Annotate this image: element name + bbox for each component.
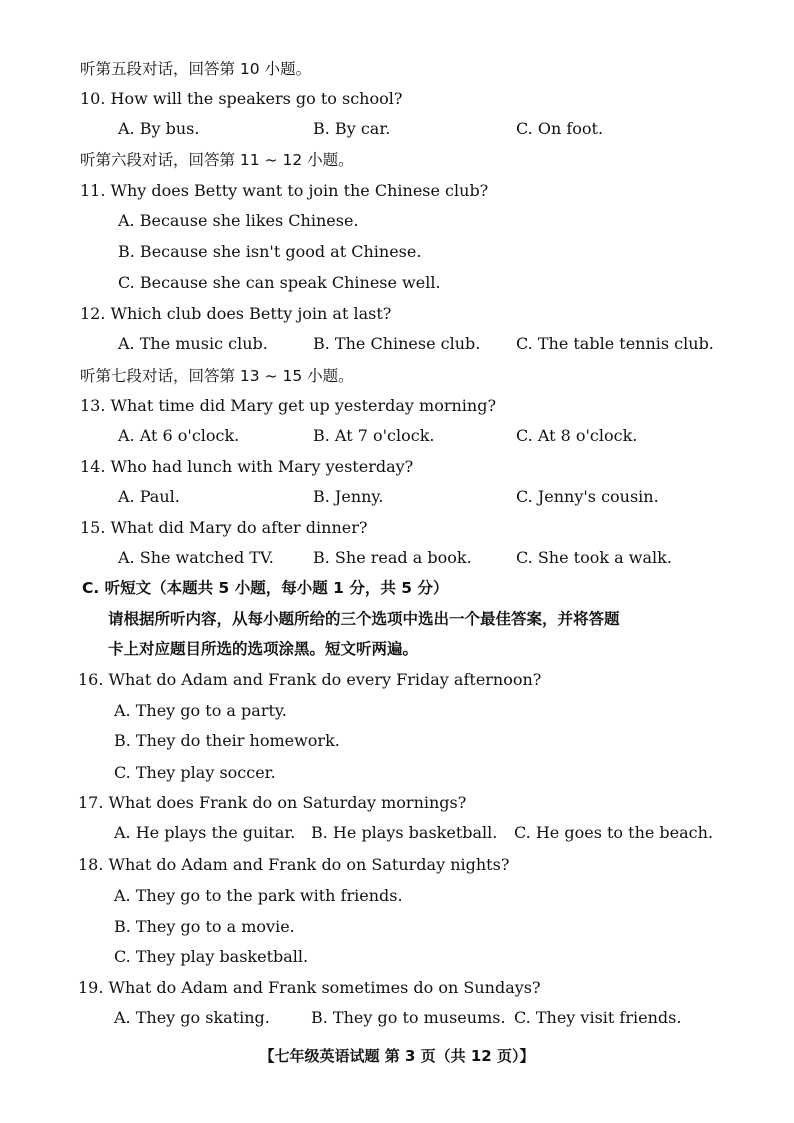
option-14-c: C. Jenny's cousin. — [516, 487, 659, 506]
dialogue-5-heading: 听第五段对话，回答第 10 小题。 — [80, 60, 312, 78]
question-17: 17. What does Frank do on Saturday mornings? — [78, 793, 467, 812]
option-16-a: A. They go to a party. — [114, 701, 287, 720]
option-17-b: B. He plays basketball. — [311, 823, 498, 842]
section-c-instructions-2: 卡上对应题目所选的选项涂黑。短文听两遍。 — [108, 640, 419, 658]
option-13-a: A. At 6 o'clock. — [118, 426, 240, 445]
question-11: 11. Why does Betty want to join the Chinese club? — [80, 181, 489, 200]
option-19-b: B. They go to museums. — [311, 1008, 506, 1027]
option-16-b: B. They do their homework. — [114, 731, 340, 750]
dialogue-6-heading: 听第六段对话，回答第 11 ~ 12 小题。 — [80, 151, 354, 169]
option-11-c: C. Because she can speak Chinese well. — [118, 273, 441, 292]
question-15: 15. What did Mary do after dinner? — [80, 518, 368, 537]
section-c-heading: C. 听短文（本题共 5 小题，每小题 1 分，共 5 分） — [82, 579, 449, 597]
option-14-b: B. Jenny. — [313, 487, 384, 506]
option-12-a: A. The music club. — [118, 334, 268, 353]
question-19: 19. What do Adam and Frank sometimes do on Sundays? — [78, 978, 541, 997]
option-16-c: C. They play soccer. — [114, 763, 276, 782]
option-13-b: B. At 7 o'clock. — [313, 426, 435, 445]
section-c-instructions-1: 请根据所听内容，从每小题所给的三个选项中选出一个最佳答案，并将答题 — [108, 610, 620, 628]
option-15-a: A. She watched TV. — [118, 548, 274, 567]
option-15-c: C. She took a walk. — [516, 548, 672, 567]
option-13-c: C. At 8 o'clock. — [516, 426, 638, 445]
option-15-b: B. She read a book. — [313, 548, 472, 567]
option-14-a: A. Paul. — [118, 487, 180, 506]
question-14: 14. Who had lunch with Mary yesterday? — [80, 457, 414, 476]
option-10-a: A. By bus. — [118, 119, 200, 138]
option-17-a: A. He plays the guitar. — [114, 823, 296, 842]
option-18-b: B. They go to a movie. — [114, 917, 295, 936]
question-13: 13. What time did Mary get up yesterday morning? — [80, 396, 497, 415]
dialogue-7-heading: 听第七段对话，回答第 13 ~ 15 小题。 — [80, 367, 354, 385]
option-19-c: C. They visit friends. — [514, 1008, 682, 1027]
option-11-b: B. Because she isn't good at Chinese. — [118, 242, 422, 261]
page-footer: 【七年级英语试题 第 3 页（共 12 页）】 — [259, 1047, 535, 1065]
question-12: 12. Which club does Betty join at last? — [80, 304, 392, 323]
option-11-a: A. Because she likes Chinese. — [118, 211, 359, 230]
option-12-b: B. The Chinese club. — [313, 334, 481, 353]
option-17-c: C. He goes to the beach. — [514, 823, 714, 842]
option-18-c: C. They play basketball. — [114, 947, 309, 966]
option-12-c: C. The table tennis club. — [516, 334, 714, 353]
option-10-b: B. By car. — [313, 119, 391, 138]
question-10: 10. How will the speakers go to school? — [80, 89, 403, 108]
question-18: 18. What do Adam and Frank do on Saturday nights? — [78, 855, 510, 874]
option-10-c: C. On foot. — [516, 119, 604, 138]
question-16: 16. What do Adam and Frank do every Friday afternoon? — [78, 670, 542, 689]
option-18-a: A. They go to the park with friends. — [114, 886, 403, 905]
option-19-a: A. They go skating. — [114, 1008, 270, 1027]
